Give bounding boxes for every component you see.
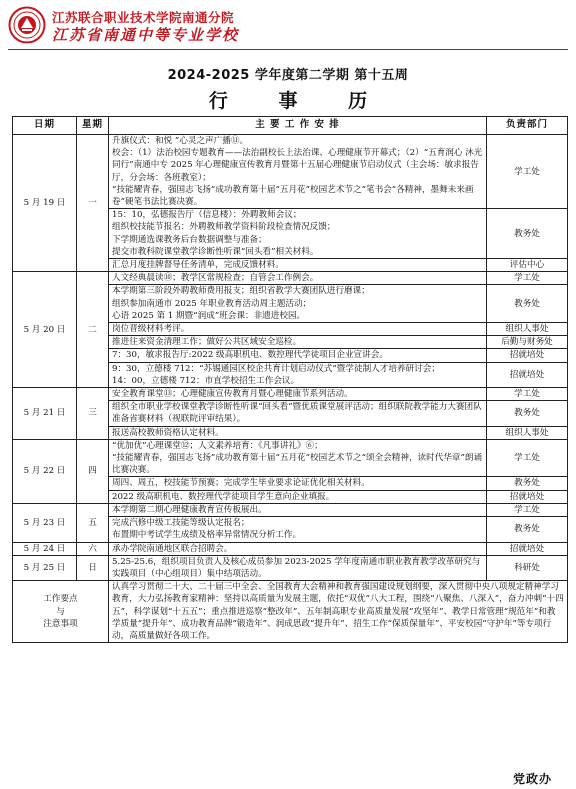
- school-name-secondary: 江苏省南通中等专业学校: [52, 26, 240, 44]
- date-cell: 5 月 24 日: [13, 542, 77, 555]
- notes-label-line: 与: [56, 606, 65, 617]
- arrangement-cell: [109, 388, 487, 401]
- arrangement-cell: [109, 555, 487, 580]
- arrangement-cell: [109, 209, 487, 259]
- dept-cell: 组织人事处: [487, 426, 568, 439]
- header-divider: [8, 49, 568, 50]
- arrangement-cell: [109, 336, 487, 349]
- arrangement-line: 推进往来资金清理工作；做好公共区域安全巡检。: [112, 337, 302, 348]
- arrangement-line: “技能耀青春，强国志飞扬”成功教育第十届“五月花”校园艺术节之“颂全会精神，读时代华章”朗诵比赛决赛。: [112, 453, 483, 476]
- notes-text: 认真学习贯彻二十大、二十届三中全会、全国教育大会精神和教育强国建设规划纲要，深入贯彻中央八项规定精神学习教育，大力弘扬教育家精神：坚持以高质量为发展主题，依托“双优”八大工程，围绕“八聚焦、八深入”，奋力冲刺“十四五”，科学谋划“十五五”；重点推进巡察“整改年”、五年制高职专业高质量发展“攻坚年”、教学日常管理“规范年”和教学质量“提升年”、成功教育品牌“锻造年”、润成思政“提升年”、招生工作“保质保量年”、平安校园“守护年”等专项行动，高质量做好各项工作。: [109, 581, 568, 643]
- arrangement-cell: [109, 349, 487, 362]
- dept-cell: 学工处: [487, 272, 568, 285]
- dept-cell: 教务处: [487, 285, 568, 323]
- arrangement-line: 组织全市职业学校课堂教学诊断性听课“回头看”暨优质课堂展评活动；组织联院教学能力大赛团队准备省赛材料（视联院评审结果）。: [112, 402, 482, 425]
- table-row: [13, 388, 568, 401]
- weekday-cell: 一: [77, 135, 109, 272]
- header-dept: 负责部门: [487, 117, 568, 135]
- dept-cell: 组织人事处: [487, 323, 568, 336]
- arrangement-line: 完成汽修中级工技能等级认定报名；: [112, 518, 250, 529]
- dept-cell: 学工处: [487, 135, 568, 209]
- arrangement-cell: [109, 426, 487, 439]
- arrangement-line: 岗位晋级材料考评。: [112, 324, 190, 335]
- notes-label-line: 工作要点: [43, 594, 78, 605]
- weekday-cell: 五: [77, 503, 109, 542]
- arrangement-line: 安全教育课堂⑬；心理健康宣传教育月暨心理健康节系列活动。: [112, 389, 353, 400]
- arrangement-line: 15：10，弘德报告厅（信息楼）：外聘教师会议；: [112, 210, 302, 221]
- date-cell: 5 月 19 日: [13, 135, 77, 272]
- date-cell: 5 月 21 日: [13, 388, 77, 440]
- arrangement-line: 承办学院南通地区联合招聘会。: [112, 543, 233, 554]
- arrangement-line: 14：00，立德楼 712：市直学校招生工作会议。: [112, 375, 300, 386]
- weekday-cell: 三: [77, 388, 109, 440]
- arrangement-line: 5.25-25.6，组织项目负责人及核心成员参加 2023-2025 学年度南通市职业教育教学改革研究与实践项目（中心组项目）集中结项活动。: [112, 556, 481, 579]
- page-title: 行 事 历: [208, 90, 390, 112]
- arrangement-cell: [109, 439, 487, 477]
- arrangement-line: 报送高校教师资格认定材料。: [112, 427, 224, 438]
- arrangement-line: 汇总月度挂牌督导任务清单，完成反馈材料。: [112, 260, 284, 271]
- header-weekday: 星期: [77, 117, 109, 135]
- dept-cell: 教务处: [487, 477, 568, 490]
- date-cell: 5 月 25 日: [13, 555, 77, 580]
- dept-cell: 招就培处: [487, 362, 568, 387]
- arrangement-line: 人文经典晨读⑩；教学区常规检查；自管会工作例会。: [112, 273, 319, 284]
- notes-label: [13, 581, 109, 643]
- dept-cell: 评估中心: [487, 259, 568, 272]
- header-arrangement: 主 要 工 作 安 排: [109, 117, 487, 135]
- school-header: [8, 6, 408, 46]
- arrangement-line: 布置期中考试学生成绩及格率异常情况分析工作。: [112, 530, 302, 541]
- arrangement-line: 组织校技能节报名：外聘教师教学资料阶段检查情况反馈；: [112, 222, 336, 233]
- table-row: [13, 555, 568, 580]
- dept-cell: 学工处: [487, 439, 568, 477]
- notes-label-line: 注意事项: [43, 618, 78, 629]
- arrangement-line: 升旗仪式：和悦 ”心灵之声广播⑪。: [112, 136, 249, 146]
- arrangement-cell: [109, 477, 487, 490]
- arrangement-cell: [109, 503, 487, 516]
- arrangement-line: 7：30，敏求报告厅:2022 级高职机电、数控理代学徒项目企业宣讲会。: [112, 350, 388, 361]
- arrangement-cell: [109, 323, 487, 336]
- table-header-row: [13, 117, 568, 135]
- table-row: [13, 272, 568, 285]
- school-logo-icon: [8, 6, 46, 44]
- arrangement-cell: [109, 272, 487, 285]
- table-row: [13, 503, 568, 516]
- schedule-body: [13, 135, 568, 581]
- arrangement-cell: [109, 401, 487, 426]
- arrangement-line: 提交市教科院课堂教学诊断性听课“回头看”相关材料。: [112, 246, 319, 257]
- schedule-table: [12, 116, 568, 643]
- dept-cell: 学工处: [487, 503, 568, 516]
- school-name: 江苏联合职业技术学院南通分院: [52, 10, 235, 25]
- arrangement-line: “技能耀青春，强国志飞扬”成功教育第十届“五月花”校园艺术节之“笔书会”各精神，墨舞未来画卷”硬笔书法比赛决赛。: [112, 184, 474, 208]
- arrangement-cell: [109, 285, 487, 323]
- dept-cell: 科研处: [487, 555, 568, 580]
- table-row: [13, 439, 568, 477]
- arrangement-line: 9：30，立德楼 712：“苏锡通园区校企共育计划启动仪式”暨学徒制人才培养研讨会；: [112, 363, 440, 374]
- weekday-cell: 二: [77, 272, 109, 388]
- dept-cell: 教务处: [487, 517, 568, 542]
- arrangement-cell: [109, 542, 487, 555]
- arrangement-line: 周四、周五，校技能节预赛；完成学生毕业要求论证优化相关材料。: [112, 478, 370, 489]
- header-date: 日期: [13, 117, 77, 135]
- arrangement-line: 心语 2025 第 1 期暨“润成”班会课：非遗进校园。: [112, 310, 306, 321]
- date-cell: 5 月 22 日: [13, 439, 77, 503]
- table-row: [13, 542, 568, 555]
- weekday-cell: 日: [77, 555, 109, 580]
- arrangement-line: 2022 级高职机电、数控理代学徒项目学生意向企业填报。: [112, 491, 335, 502]
- arrangement-line: “优加优”心理课堂⑫；人文素养培育：《凡事讲礼》⑥；: [112, 440, 323, 451]
- dept-cell: 招就培处: [487, 490, 568, 503]
- date-cell: 5 月 23 日: [13, 503, 77, 542]
- arrangement-cell: [109, 362, 487, 387]
- weekday-cell: 四: [77, 439, 109, 503]
- dept-cell: 招就培处: [487, 542, 568, 555]
- footer-office: 党政办: [512, 772, 552, 786]
- table-row: [13, 135, 568, 209]
- dept-cell: 招就培处: [487, 349, 568, 362]
- arrangement-cell: [109, 135, 487, 209]
- arrangement-line: 校会：（1）法治校园专题教育——法治副校长上法治课、心理健康节开幕式；（2）“五育润心 沐光同行”南通中专 2025 年心理健康宣传教育月暨第十五届心理健康节启动仪式（主会场：敏求报告厅，分会场：各班教室）；: [112, 148, 483, 183]
- notes-row: [13, 581, 568, 643]
- dept-cell: 学工处: [487, 388, 568, 401]
- dept-cell: 教务处: [487, 401, 568, 426]
- arrangement-cell: [109, 517, 487, 542]
- date-cell: 5 月 20 日: [13, 272, 77, 388]
- arrangement-cell: [109, 259, 487, 272]
- page-subtitle: 2024-2025 学年度第二学期 第十五周: [167, 68, 409, 83]
- arrangement-cell: [109, 490, 487, 503]
- dept-cell: 教务处: [487, 209, 568, 259]
- dept-cell: 后勤与财务处: [487, 336, 568, 349]
- arrangement-line: 组织参加南通市 2025 年职业教育活动周主题活动；: [112, 298, 312, 309]
- weekday-cell: 六: [77, 542, 109, 555]
- arrangement-line: 本学期第三阶段外聘教师费用报支；组织省教学大赛团队进行磨课；: [112, 286, 370, 297]
- arrangement-line: 本学期第二期心理健康教育宣传板展出。: [112, 504, 267, 515]
- arrangement-line: 下学期通选课教务后台数据调整与准备；: [112, 234, 267, 245]
